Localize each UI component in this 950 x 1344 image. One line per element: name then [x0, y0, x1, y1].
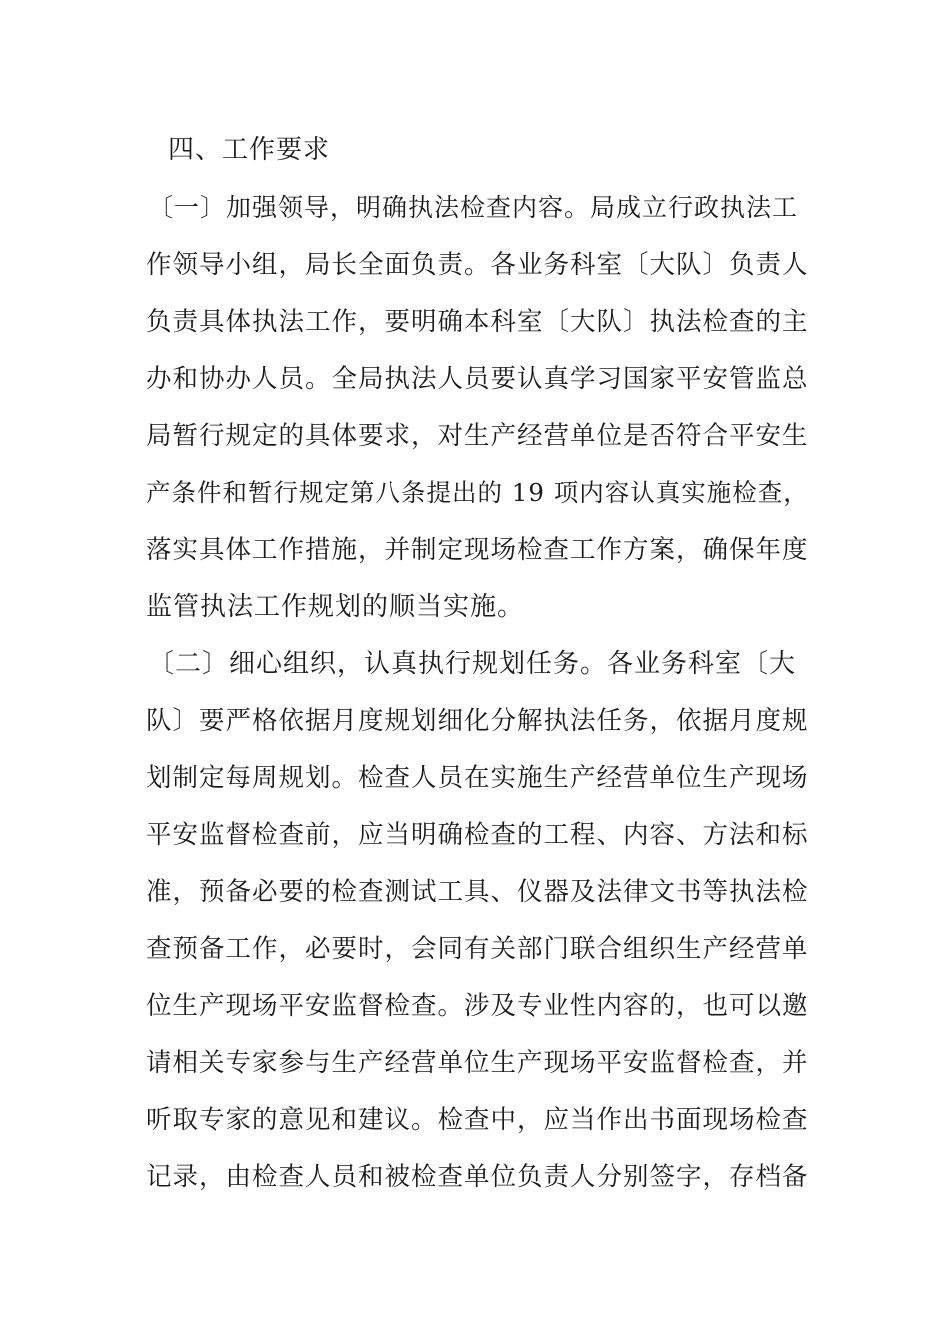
paragraph-line: 局暂行规定的具体要求，对生产经营单位是否符合平安生: [146, 421, 809, 451]
paragraph-line: 准，预备必要的检查测试工具、仪器及法律文书等执法检: [146, 877, 809, 907]
paragraph-line: 记录，由检查人员和被检查单位负责人分别签字，存档备: [146, 1162, 809, 1192]
paragraph-line: 落实具体工作措施，并制定现场检查工作方案，确保年度: [146, 535, 809, 565]
paragraph-line: 队〕要严格依据月度规划细化分解执法任务，依据月度规: [146, 706, 809, 736]
paragraph-line: 听取专家的意见和建议。检查中，应当作出书面现场检查: [146, 1105, 809, 1135]
paragraph-line: 产条件和暂行规定第八条提出的 19 项内容认真实施检查，: [146, 478, 809, 507]
paragraph-line: 监管执法工作规划的顺当实施。: [146, 592, 525, 622]
paragraph-line: 查预备工作，必要时，会同有关部门联合组织生产经营单: [146, 934, 809, 964]
paragraph-line: 负责具体执法工作，要明确本科室〔大队〕执法检查的主: [146, 307, 809, 337]
paragraph-line: 办和协办人员。全局执法人员要认真学习国家平安管监总: [146, 364, 809, 394]
paragraph-line: 位生产现场平安监督检查。涉及专业性内容的，也可以邀: [146, 991, 809, 1021]
paragraph-line: 划制定每周规划。检查人员在实施生产经营单位生产现场: [146, 763, 809, 793]
paragraph-line: 〔一〕加强领导，明确执法检查内容。局成立行政执法工: [148, 193, 799, 222]
paragraph-line: 请相关专家参与生产经营单位生产现场平安监督检查，并: [146, 1048, 809, 1078]
paragraph-line: 平安监督检查前，应当明确检查的工程、内容、方法和标: [146, 820, 809, 850]
paragraph-line: 〔二〕细心组织，认真执行规划任务。各业务科室〔大: [148, 649, 797, 679]
section-heading: 四、工作要求: [168, 135, 331, 165]
paragraph-line: 作领导小组，局长全面负责。各业务科室〔大队〕负责人: [146, 250, 809, 280]
